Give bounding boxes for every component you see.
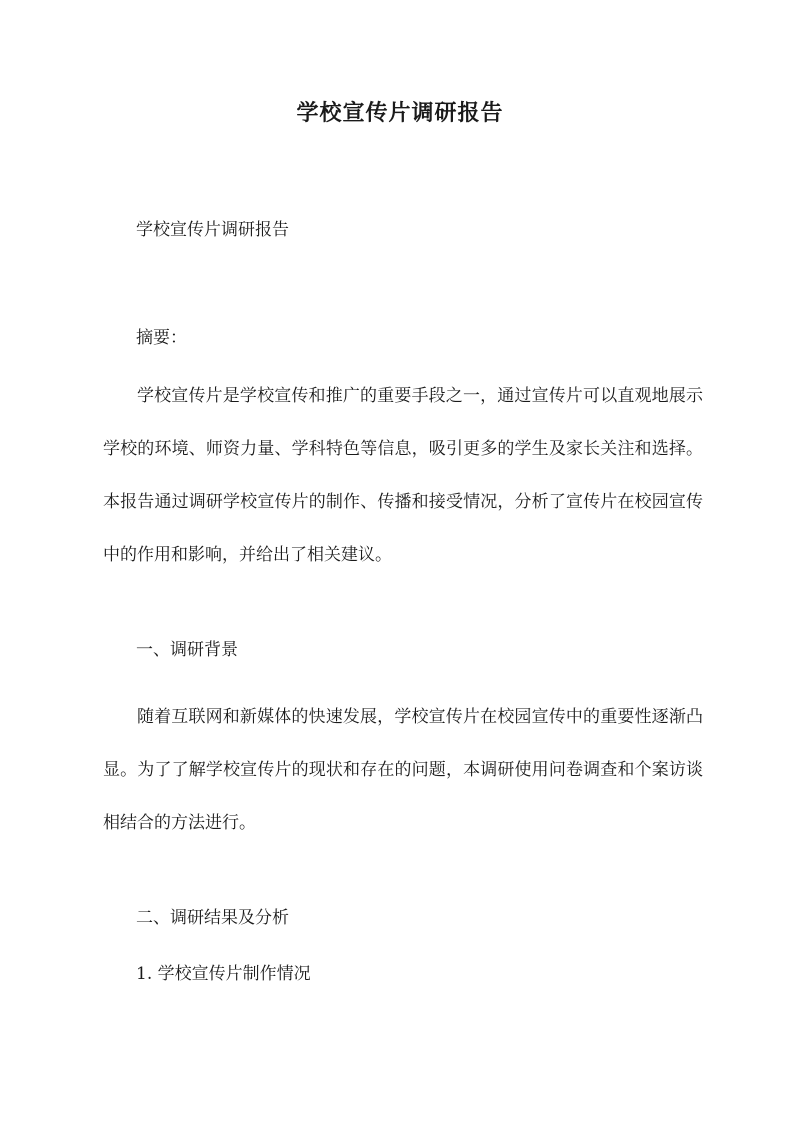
abstract-paragraph: 学校宣传片是学校宣传和推广的重要手段之一，通过宣传片可以直观地展示学校的环境、师资力量、学科特色等信息，吸引更多的学生及家长关注和选择。本报告通过调研学校宣传片的制作、传播和接受情况，分析了宣传片在校园宣传中的作用和影响，并给出了相关建议。 [103, 386, 703, 565]
section-heading-results: 二、调研结果及分析 [136, 908, 289, 928]
document-title: 学校宣传片调研报告 [296, 100, 504, 126]
subsection-heading-production: 1. 学校宣传片制作情况 [136, 964, 311, 984]
section-heading-background: 一、调研背景 [136, 640, 238, 660]
background-paragraph: 随着互联网和新媒体的快速发展，学校宣传片在校园宣传中的重要性逐渐凸显。为了了解学校宣传片的现状和存在的问题，本调研使用问卷调查和个案访谈相结合的方法进行。 [103, 707, 703, 833]
abstract-heading: 摘要： [136, 328, 187, 348]
document-subtitle: 学校宣传片调研报告 [136, 220, 289, 240]
